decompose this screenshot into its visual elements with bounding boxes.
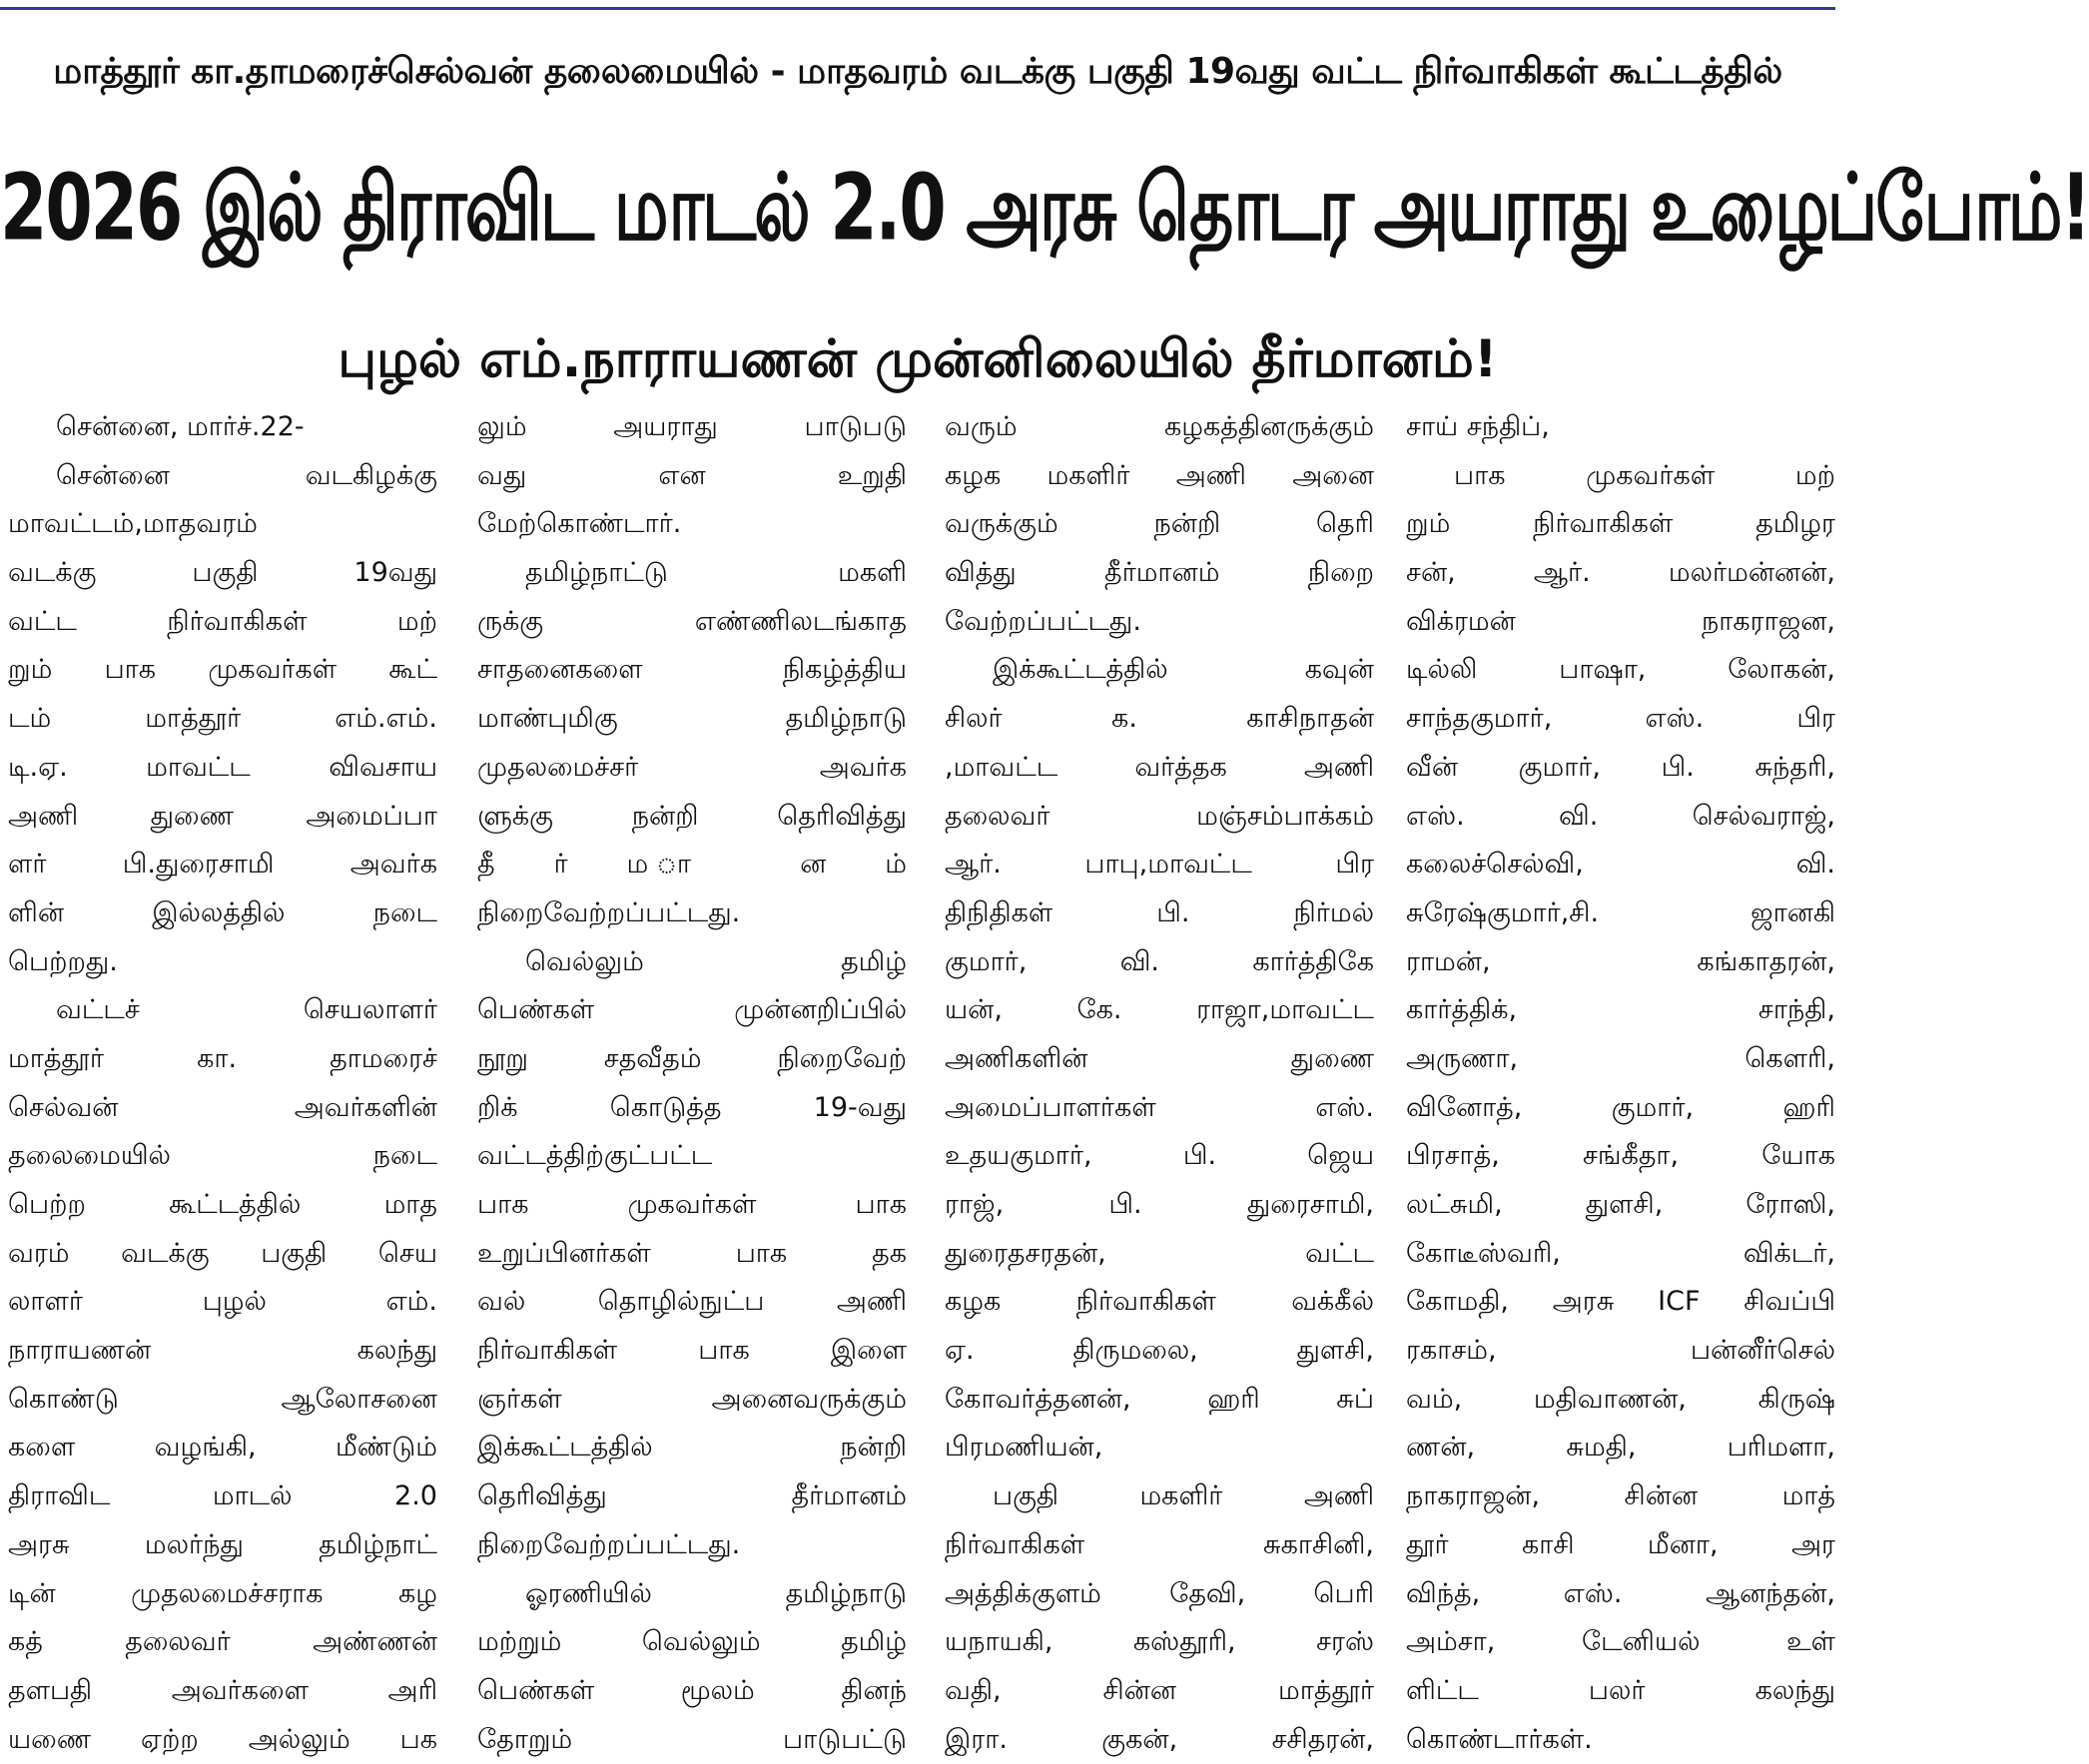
article-line: பெண்கள் மூலம் தினந் (477, 1674, 907, 1706)
article-line: வரம் வடக்கு பகுதி செய (8, 1237, 437, 1269)
article-line: வெல்லும் தமிழ் (525, 945, 907, 977)
article-line: பிரமணியன், (945, 1432, 1103, 1464)
top-border-rule (0, 0, 1835, 10)
article-line: ளுக்கு நன்றி தெரிவித்து (477, 800, 907, 832)
article-line: கழக நிர்வாகிகள் வக்கீல் (945, 1286, 1374, 1318)
article-line: நாகராஜன், சின்ன மாத் (1406, 1480, 1835, 1512)
article-line: தலைவர் மஞ்சம்பாக்கம் (945, 800, 1374, 832)
article-line: வினோத், குமார், ஹரி (1406, 1091, 1835, 1123)
article-line: குமார், வி. கார்த்திகே (945, 945, 1374, 977)
article-line: பாக முகவர்கள் மற் (1454, 459, 1835, 491)
article-line: துரைதசரதன், வட்ட (945, 1237, 1374, 1269)
article-line: மேற்கொண்டார். (477, 508, 682, 540)
article-line: றும் நிர்வாகிகள் தமிழர (1406, 508, 1835, 540)
article-line: நிறைவேற்றப்பட்டது. (477, 1528, 741, 1560)
article-line: நூறு சதவீதம் நிறைவேற் (477, 1042, 907, 1074)
article-line: ளர் பி.துரைசாமி அவர்க (8, 849, 437, 881)
article-line: களை வழங்கி, மீண்டும் (8, 1432, 437, 1464)
article-line: பாக முகவர்கள் பாக (477, 1189, 907, 1220)
article-line: தமிழ்நாட்டு மகளி (525, 557, 907, 589)
article-line: ளின் இல்லத்தில் நடை (8, 896, 437, 928)
article-line: பெற்றது. (8, 945, 118, 977)
article-line: லட்சுமி, துளசி, ரோஸி, (1406, 1189, 1835, 1220)
article-line: வம், மதிவாணன், கிருஷ் (1406, 1383, 1835, 1415)
article-line: யணை ஏற்ற அல்லும் பக (8, 1723, 437, 1755)
article-line: பிரசாத், சங்கீதா, யோக (1406, 1140, 1835, 1172)
article-line: தலைமையில் நடை (8, 1140, 437, 1172)
article-line: தூர் காசி மீனா, அர (1406, 1528, 1835, 1560)
article-line: நிர்வாகிகள் சுகாசினி, (945, 1528, 1374, 1560)
article-body (8, 403, 1835, 1755)
article-line: ணன், சுமதி, பரிமளா, (1406, 1432, 1835, 1464)
article-line: ருக்கு எண்ணிலடங்காத (477, 605, 907, 637)
article-line: ஏ. திருமலை, துளசி, (945, 1335, 1374, 1367)
article-column-2 (477, 403, 907, 1755)
article-line: அத்திக்குளம் தேவி, பெரி (945, 1577, 1374, 1609)
article-line: லாளர் புழல் எம். (8, 1286, 437, 1318)
article-line: இக்கூட்டத்தில் கவுன் (993, 654, 1374, 686)
article-line: கத் தலைவர் அண்ணன் (8, 1626, 437, 1658)
article-line: இக்கூட்டத்தில் நன்றி (477, 1432, 907, 1464)
article-line: உறுப்பினர்கள் பாக தக (477, 1237, 907, 1269)
article-line: இரா. குகன், சசிதரன், (945, 1723, 1374, 1755)
headline: 2026 இல் திராவிட மாடல் 2.0 அரசு தொடர அயராது உழைப்போம்! (0, 156, 2089, 263)
article-line: முதலமைச்சர் அவர்க (477, 751, 907, 783)
article-line: றிக் கொடுத்த 19-வது (477, 1091, 907, 1123)
article-line: ஓரணியில் தமிழ்நாடு (525, 1577, 907, 1609)
article-line: வித்து தீர்மானம் நிறை (945, 557, 1374, 589)
article-line: சன், ஆர். மலர்மன்னன், (1406, 557, 1835, 589)
article-line: கோவர்த்தனன், ஹரி சுப் (945, 1383, 1374, 1415)
article-line: கார்த்திக், சாந்தி, (1406, 994, 1835, 1026)
article-line: டி.ஏ. மாவட்ட விவசாய (8, 751, 437, 783)
article-line: நிர்வாகிகள் பாக இளை (477, 1335, 907, 1367)
article-line: கழக மகளிர் அணி அனை (945, 459, 1374, 491)
article-line: தெரிவித்து தீர்மானம் (477, 1480, 907, 1512)
article-line: டில்லி பாஷா, லோகன், (1406, 654, 1835, 686)
article-line: ஆர். பாபு,மாவட்ட பிர (945, 849, 1374, 881)
article-line: சாந்தகுமார், எஸ். பிர (1406, 703, 1835, 735)
article-line: ராமன், கங்காதரன், (1406, 945, 1835, 977)
article-line: ,மாவட்ட வர்த்தக அணி (945, 751, 1374, 783)
kicker-line: மாத்தூர் கா.தாமரைச்செல்வன் தலைமையில் - மாதவரம் வடக்கு பகுதி 19வது வட்ட நிர்வாகிகள் கூட்டத்தில் (53, 51, 1782, 92)
article-line: வடக்கு பகுதி 19வது (8, 557, 437, 589)
article-line: சென்னை வடகிழக்கு (56, 459, 437, 491)
article-line: வேற்றப்பட்டது. (945, 605, 1141, 637)
article-line: டின் முதலமைச்சராக கழ (8, 1577, 437, 1609)
article-line: விக்ரமன் நாகராஜன, (1406, 605, 1835, 637)
article-line: திநிதிகள் பி. நிர்மல் (945, 896, 1374, 928)
article-line: அரசு மலர்ந்து தமிழ்நாட் (8, 1528, 437, 1560)
article-line: வல் தொழில்நுட்ப அணி (477, 1286, 907, 1318)
article-line: மற்றும் வெல்லும் தமிழ் (477, 1626, 907, 1658)
article-line: நிறைவேற்றப்பட்டது. (477, 896, 741, 928)
article-line: கொண்டு ஆலோசனை (8, 1383, 437, 1415)
article-line: வட்டச் செயலாளர் (56, 994, 437, 1026)
article-line: சாய் சந்திப், (1406, 411, 1550, 442)
article-line: ராஜ், பி. துரைசாமி, (945, 1189, 1374, 1220)
article-line: கோடீஸ்வரி, விக்டர், (1406, 1237, 1835, 1269)
article-line: ளிட்ட பலர் கலந்து (1406, 1674, 1835, 1706)
article-line: மாத்தூர் கா. தாமரைச் (8, 1042, 437, 1074)
article-line: தீ ர் ம ா ன ம் (477, 849, 907, 881)
article-line: வது என உறுதி (477, 459, 907, 491)
article-line: ஞர்கள் அனைவருக்கும் (477, 1383, 907, 1415)
article-line: ரகாசம், பன்னீர்செல் (1406, 1335, 1835, 1367)
article-line: டம் மாத்தூர் எம்.எம். (8, 703, 437, 735)
article-line: விந்த், எஸ். ஆனந்தன், (1406, 1577, 1835, 1609)
article-line: வட்ட நிர்வாகிகள் மற் (8, 605, 437, 637)
article-line: சிலர் க. காசிநாதன் (945, 703, 1374, 735)
article-column-4 (1406, 403, 1835, 1755)
subheadline: புழல் எம்.நாராயணன் முன்னிலையில் தீர்மானம்! (338, 329, 1498, 389)
article-line: சாதனைகளை நிகழ்த்திய (477, 654, 907, 686)
article-line: லும் அயராது பாடுபடு (477, 411, 907, 442)
article-line: எஸ். வி. செல்வராஜ், (1406, 800, 1835, 832)
article-line: கலைச்செல்வி, வி. (1406, 849, 1835, 881)
article-line: உதயகுமார், பி. ஜெய (945, 1140, 1374, 1172)
article-line: வரும் கழகத்தினருக்கும் (945, 411, 1374, 442)
article-column-3 (945, 403, 1374, 1755)
article-line: வருக்கும் நன்றி தெரி (945, 508, 1374, 540)
article-line: சென்னை, மார்ச்.22- (56, 411, 305, 442)
article-line: வட்டத்திற்குட்பட்ட (477, 1140, 713, 1172)
article-line: மாவட்டம்,மாதவரம் (8, 508, 258, 540)
article-line: யன், கே. ராஜா,மாவட்ட (945, 994, 1374, 1026)
article-line: மாண்புமிகு தமிழ்நாடு (477, 703, 907, 735)
article-line: தளபதி அவர்களை அரி (8, 1674, 437, 1706)
article-line: யநாயகி, கஸ்தூரி, சரஸ் (945, 1626, 1374, 1658)
article-line: அணிகளின் துணை (945, 1042, 1374, 1074)
article-line: வதி, சின்ன மாத்தூர் (945, 1674, 1374, 1706)
article-line: கோமதி, அரசு ICF சிவப்பி (1406, 1286, 1835, 1318)
article-line: அருணா, கெளரி, (1406, 1042, 1835, 1074)
article-line: வீன் குமார், பி. சுந்தரி, (1406, 751, 1835, 783)
article-line: திராவிட மாடல் 2.0 (8, 1480, 437, 1512)
article-line: கொண்டார்கள். (1406, 1723, 1593, 1755)
article-line: சுரேஷ்குமார்,சி. ஜானகி (1406, 896, 1835, 928)
article-line: அம்சா, டேனியல் உள் (1406, 1626, 1835, 1658)
article-column-1 (8, 403, 437, 1755)
article-line: செல்வன் அவர்களின் (8, 1091, 437, 1123)
article-line: அமைப்பாளர்கள் எஸ். (945, 1091, 1374, 1123)
article-line: நாராயணன் கலந்து (8, 1335, 437, 1367)
article-line: தோறும் பாடுபட்டு (477, 1723, 907, 1755)
article-line: அணி துணை அமைப்பா (8, 800, 437, 832)
article-line: பெண்கள் முன்னறிப்பில் (477, 994, 907, 1026)
article-line: றும் பாக முகவர்கள் கூட் (8, 654, 437, 686)
article-line: பகுதி மகளிர் அணி (993, 1480, 1374, 1512)
article-line: பெற்ற கூட்டத்தில் மாத (8, 1189, 437, 1220)
